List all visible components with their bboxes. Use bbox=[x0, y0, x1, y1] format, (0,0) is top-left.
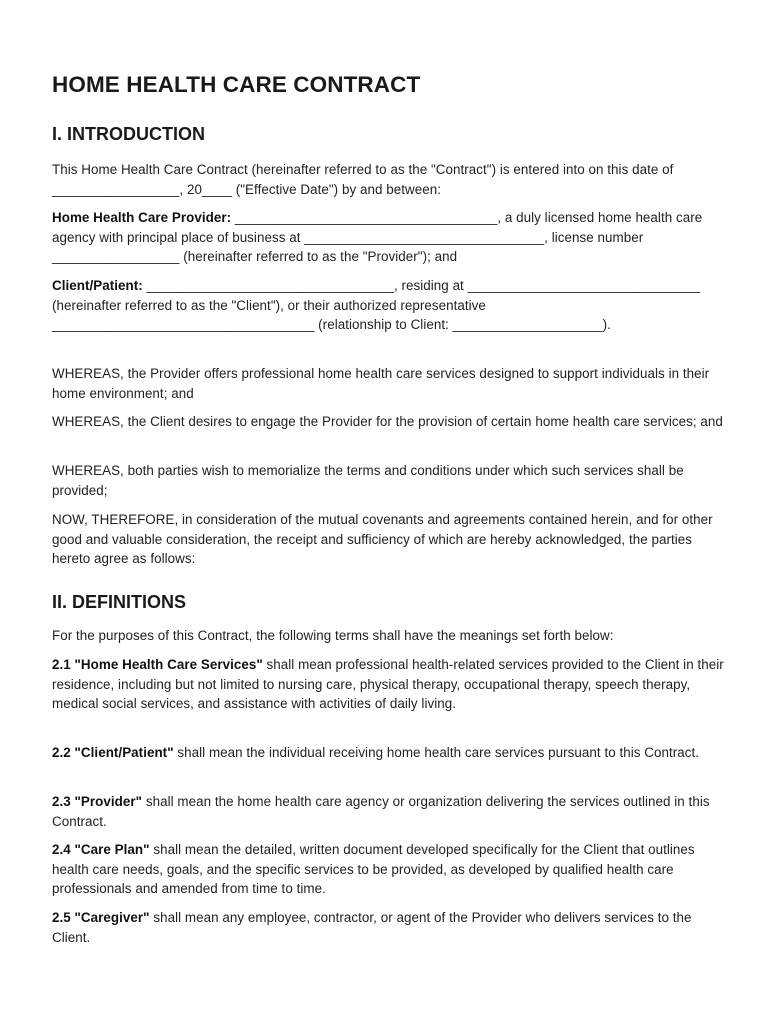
definition-term: 2.3 "Provider" bbox=[52, 794, 143, 809]
document-title: HOME HEALTH CARE CONTRACT bbox=[52, 72, 421, 97]
whereas-paragraph-2: WHEREAS, the Client desires to engage the Provider for the provision of certain home health care services; and bbox=[52, 414, 723, 429]
definition-item bbox=[52, 908, 724, 947]
definition-item bbox=[52, 840, 724, 899]
definition-item bbox=[52, 655, 724, 714]
client-text: _________________________________, residing at _______________________________ (hereinafter referred to as the "Client"), or their authorized representative ___________________________________ (relationship to Client: ____________________). bbox=[52, 278, 701, 333]
definition-text: shall mean the home health care agency or organization delivering the services outlined in this Contract. bbox=[52, 794, 710, 829]
definition-term: 2.2 "Client/Patient" bbox=[52, 745, 174, 760]
provider-paragraph bbox=[52, 208, 724, 267]
definition-text: shall mean the detailed, written document developed specifically for the Client that outlines health care needs, goals, and the specific services to be provided, as developed by qualified health care professionals and amended from time to time. bbox=[52, 842, 695, 897]
intro-paragraph: This Home Health Care Contract (hereinafter referred to as the "Contract") is entered into on this date of _________________, 20____ ("Effective Date") by and between: bbox=[52, 162, 674, 197]
provider-label: Home Health Care Provider: bbox=[52, 210, 232, 225]
whereas-paragraph-3: WHEREAS, both parties wish to memorialize the terms and conditions under which such services shall be provided; bbox=[52, 463, 684, 498]
provider-text: ___________________________________, a duly licensed home health care agency with principal place of business at ________________________________, license number _________________ (hereinafter referred to as the "Provider"); and bbox=[52, 210, 703, 265]
definitions-intro: For the purposes of this Contract, the following terms shall have the meanings set forth below: bbox=[52, 628, 614, 643]
whereas-paragraph-1: WHEREAS, the Provider offers professional home health care services designed to support individuals in their home environment; and bbox=[52, 366, 710, 401]
definition-text: shall mean the individual receiving home health care services pursuant to this Contract. bbox=[173, 745, 700, 760]
definition-item bbox=[52, 792, 724, 831]
definition-item bbox=[52, 743, 724, 763]
definition-term: 2.1 "Home Health Care Services" bbox=[52, 657, 263, 672]
definition-text: shall mean professional health-related services provided to the Client in their residence, including but not limited to nursing care, physical therapy, occupational therapy, speech therapy, medical social services, and assistance with activities of daily living. bbox=[52, 657, 724, 712]
client-label: Client/Patient: bbox=[52, 278, 143, 293]
now-therefore-paragraph: NOW, THEREFORE, in consideration of the mutual covenants and agreements contained herein, and for other good and valuable consideration, the receipt and sufficiency of which are hereby acknowledged, the parties hereto agree as follows: bbox=[52, 512, 713, 567]
section-heading-introduction: I. INTRODUCTION bbox=[52, 124, 205, 144]
definition-text: shall mean any employee, contractor, or agent of the Provider who delivers services to the Client. bbox=[52, 910, 692, 945]
section-heading-definitions: II. DEFINITIONS bbox=[52, 592, 187, 612]
definition-term: 2.4 "Care Plan" bbox=[52, 842, 150, 857]
client-paragraph bbox=[52, 276, 724, 335]
definition-term: 2.5 "Caregiver" bbox=[52, 910, 150, 925]
